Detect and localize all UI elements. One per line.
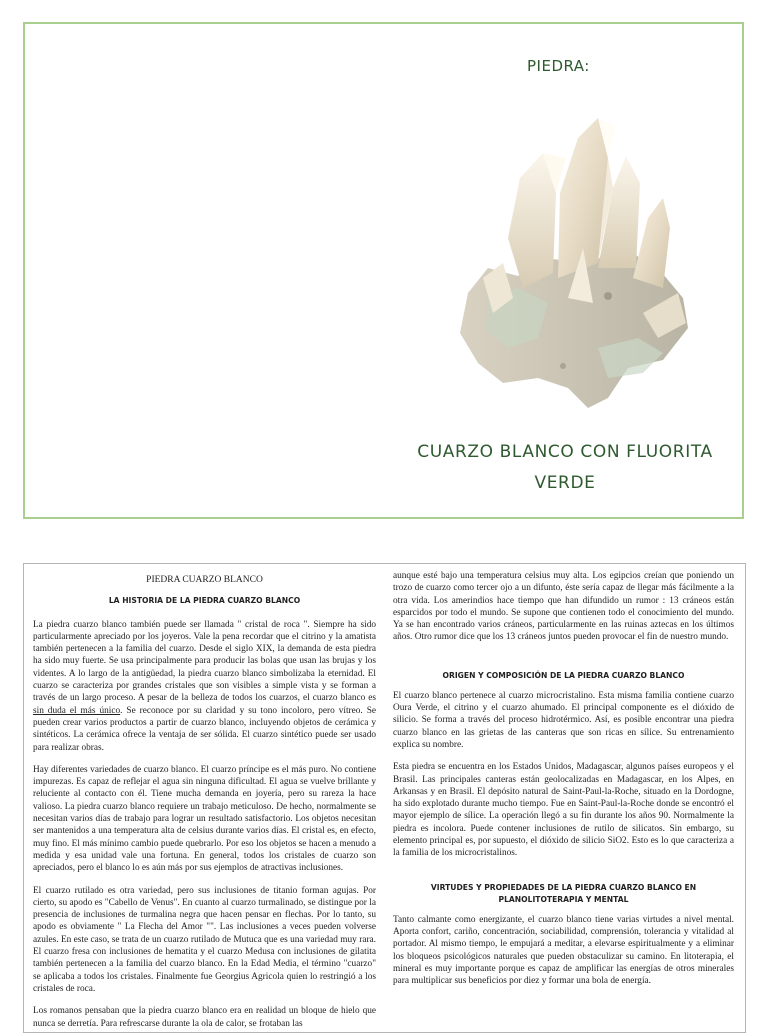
left-column [33, 570, 376, 1033]
crystal-image [448, 98, 698, 416]
paragraph: El cuarzo blanco pertenece al cuarzo microcristalino. Esta misma familia contiene cuarzo Oura Verde, el citrino y el cuarzo ahumado. El principal componente es el dióxido de silicio. Se forma a través del proceso hidrotérmico. Así, es posible encontrar una piedra cuarzo blanco en las grietas de las canteras que son ricas en sílice. Su entrenamiento explica su nombre. [393, 690, 734, 750]
paragraph: El cuarzo rutilado es otra variedad, pero sus inclusiones de titanio forman agujas. Por cierto, su apodo es "Cabello de Venus". En cuanto al cuarzo turmalinado, se distingue por la presencia de inclusiones de turmalina negra que hacen pensar en flechas. Por lo tanto, su apodo es obviamente " La Flecha del Amor "". Las inclusiones a veces pueden volverse azules. En este caso, se trata de un cuarzo rutilado de Mutuca que es una variedad muy rara. El cuarzo fresa con inclusiones de hematita y el cuarzo Medusa con inclusiones de gilatita también pertenecen a la familia del cuarzo blanco. En la Edad Media, el término "cuarzo" se aplicaba a todos los cristales. Finalmente fue Georgius Agricola quien lo restringió a los cristales de roca. [33, 885, 376, 994]
paragraph: Esta piedra se encuentra en los Estados Unidos, Madagascar, algunos países europeos y el Brasil. Las principales canteras están geolocalizadas en Madagascar, en los Alpes, en Arkansas y en Brasil. El depósito natural de Saint-Paul-la-Roche, situado en la Dordogne, ha sido explotado durante mucho tiempo. Fue en Saint-Paul-la-Roche donde se encontró el mayor ejemplo de sílice. La operación llegó a su fin durante los años 90. Normalmente la piedra es incolora. Puede contener inclusiones de rutilo de silicatos. Sin embargo, su elemento principal es, por supuesto, el dióxido de silicio SiO2. Esto es lo que caracteriza a la familia de los microcristalinos. [393, 762, 734, 859]
stone-title: CUARZO BLANCO CON FLUORITA VERDE [417, 442, 713, 493]
paragraph: Tanto calmante como energizante, el cuarzo blanco tiene varias virtudes a nivel mental. Aporta confort, cariño, concentración, sociabilidad, comprensión, tolerancia y vitalidad al portador. Al mismo tiempo, le empujará a meditar, a elevarse espiritualmente y a eliminar los bloqueos psicológicos naturales que pueden obstaculizar su camino. En litoterapia, el mineral es muy importante porque es capaz de amplificar las energías de otros minerales para multiplicar sus beneficios por diez y formar una bola de energía. [393, 914, 734, 987]
virtues-heading: VIRTUDES Y PROPIEDADES DE LA PIEDRA CUARZO BLANCO EN PLANOLITOTERAPIA Y MENTAL [430, 882, 697, 904]
document-title: PIEDRA CUARZO BLANCO [146, 575, 263, 585]
origin-heading: ORIGEN Y COMPOSICIÓN DE LA PIEDRA CUARZO BLANCO [442, 670, 685, 680]
history-heading: LA HISTORIA DE LA PIEDRA CUARZO BLANCO [108, 596, 301, 606]
paragraph: Hay diferentes variedades de cuarzo blanco. El cuarzo príncipe es el más puro. No contiene impurezas. Es capaz de reflejar el agua sin ninguna dificultad. El agua se vuelve brillante y reluciente al contacto con él. Tiene mucha demanda en joyería, pero su rareza la hace valioso. La piedra cuarzo blanco requiere un trabajo meticuloso. De hecho, normalmente se necesitan varios días de trabajo para lograr un resultado satisfactorio. Los objetos necesitan ser mantenidos a una temperatura alta de celsius durante varios días. El cristal es, en efecto, muy fino. El más mínimo cambio puede quebrarlo. Por eso los objetos se hacen a menudo a medida y esa unidad vale una fortuna. En general, todos los cristales de cuarzo son apreciados, pero el blanco lo es aún más por sus ejemplos de atractivas inclusiones. [33, 764, 376, 874]
paragraph: aunque esté bajo una temperatura celsius muy alta. Los egipcios creían que poniendo un trozo de cuarzo como tercer ojo a un difunto, éste sería capaz de llegar más fácilmente a la otra vida. Los amerindios hace tiempo que han difundido un rumor : 13 cráneos están esparcidos por todo el mundo. Se supone que contienen todo el conocimiento del mundo. Ya se han encontrado varios cráneos, particularmente en las ruinas aztecas en los últimos años. Otro rumor dice que los 13 cráneos juntos pueden provocar el fin de nuestro mundo. [393, 571, 734, 643]
right-column [393, 570, 734, 997]
paragraph: La piedra cuarzo blanco también puede ser llamada " cristal de roca ". Siempre ha sido particularmente apreciado por los joyeros. Vale la pena recordar que el citrino y la amatista también pertenecen a la familia del cuarzo. Desde el siglo XIX, la demanda de esta piedra ha sido muy fuerte. Se usa principalmente para producir las bolas que usan las brujas y los videntes. A lo largo de la antigüedad, la piedra cuarzo blanco simbolizaba la eternidad. El cuarzo se caracteriza por grandes cristales que son visibles a simple vista y se forman a través de un largo proceso. A pesar de la belleza de todos los cuarzos, el cuarzo blanco es sin duda el más único. Se reconoce por su claridad y su tono incoloro, pero vítreo. Se pueden crear varios productos a partir de cuarzo blanco, incluyendo objetos de cerámica y sintéticos. La cerámica ofrece la ventaja de ser sólida. El cuarzo sintético puede ser usado para realizar obras. [33, 619, 376, 753]
stone-label: PIEDRA: [527, 57, 590, 75]
document-page [23, 563, 746, 1033]
paragraph: Los romanos pensaban que la piedra cuarzo blanco era en realidad un bloque de hielo que nunca se derretía. Para refrescarse durante la ola de calor, se frotaban las [33, 1006, 376, 1029]
